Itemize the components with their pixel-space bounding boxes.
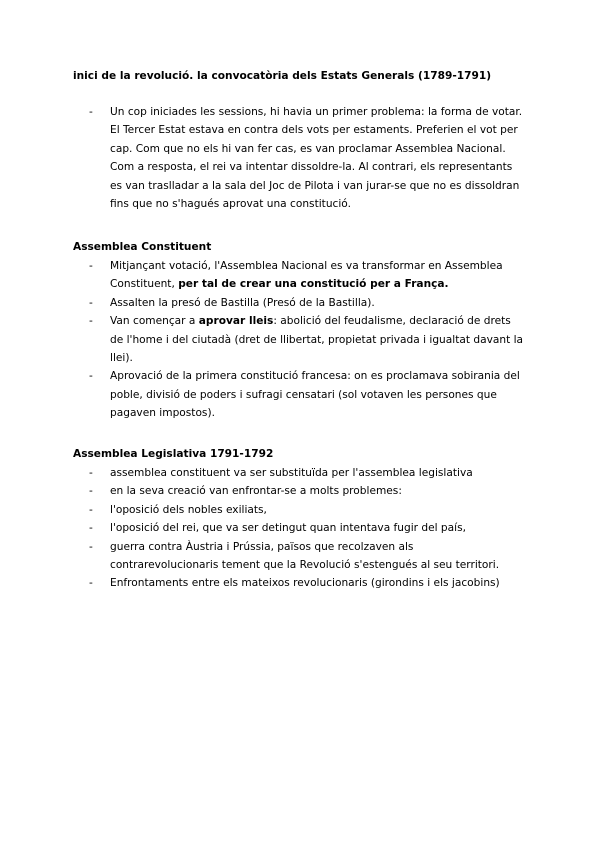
bullet-dash: - bbox=[89, 315, 93, 328]
bullet-dash: - bbox=[89, 106, 93, 118]
bold-emphasis: aprovar lleis bbox=[198, 315, 274, 328]
bullet-dash: - bbox=[89, 260, 93, 272]
bullet-dash: - bbox=[89, 540, 93, 553]
list-item: - Aprovació de la primera constitució francesa: on es proclamava sobirania del poble, divisió de poders i sufragi censatari (sol votaven les persones que pagaven impostos). bbox=[0, 367, 525, 422]
bullet-dash: - bbox=[89, 296, 93, 309]
section-list-assemblea-legislativa bbox=[0, 464, 600, 593]
bold-emphasis: per tal de crear una constitució per a França. bbox=[178, 278, 449, 291]
section-heading-assemblea-legislativa: Assemblea Legislativa 1791-1792 bbox=[73, 448, 274, 460]
bullet-dash: - bbox=[89, 485, 93, 498]
bullet-dash: - bbox=[89, 370, 93, 383]
section-list-estats-generals bbox=[0, 103, 600, 213]
bullet-dash: - bbox=[89, 577, 93, 590]
list-item: - l'oposició dels nobles exiliats, bbox=[0, 501, 525, 519]
bullet-dash: - bbox=[89, 522, 93, 535]
list-item: - en la seva creació van enfrontar-se a molts problemes: bbox=[0, 482, 525, 500]
list-item: - Assalten la presó de Bastilla (Presó de la Bastilla). bbox=[0, 294, 525, 312]
list-item: - Mitjançant votació, l'Assemblea Nacional es va transformar en Assemblea Constituent, per tal de crear una constitució per a França. bbox=[0, 257, 525, 294]
bullet-dash: - bbox=[89, 503, 93, 516]
list-item: - Van començar a aprovar lleis: abolició del feudalisme, declaració de drets de l'home i del ciutadà (dret de llibertat, propietat privada i igualtat davant la llei). bbox=[0, 312, 525, 367]
list-item: - assemblea constituent va ser substituïda per l'assemblea legislativa bbox=[0, 464, 525, 482]
list-item: - Enfrontaments entre els mateixos revolucionaris (girondins i els jacobins) bbox=[0, 574, 525, 592]
section-heading-estats-generals: inici de la revolució. la convocatòria dels Estats Generals (1789-1791) bbox=[73, 70, 492, 82]
list-item: - Un cop iniciades les sessions, hi havia un primer problema: la forma de votar. El Tercer Estat estava en contra dels vots per estaments. Preferien el vot per cap. Com que no els hi van fer cas, es van proclamar Assemblea Nacional. Com a resposta, el rei va intentar dissoldre-la. Al contrari, els representants es van traslladar a la sala del Joc de Pilota i van jurar-se que no es dissoldran fins que no s'hagués aprovat una constitució. bbox=[0, 103, 525, 213]
section-heading-assemblea-constituent: Assemblea Constituent bbox=[73, 241, 212, 253]
list-item: - guerra contra Àustria i Prússia, països que recolzaven als contrarevolucionaris tement que la Revolució s'estengués al seu territori. bbox=[0, 538, 525, 575]
section-list-assemblea-constituent bbox=[0, 257, 600, 423]
list-item: - l'oposició del rei, que va ser detingut quan intentava fugir del país, bbox=[0, 519, 525, 537]
bullet-dash: - bbox=[89, 467, 93, 479]
